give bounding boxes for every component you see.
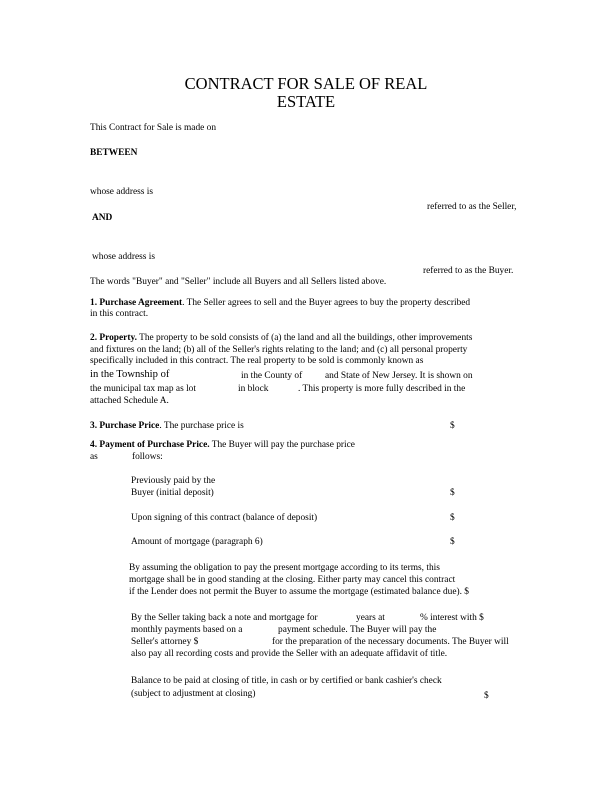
doc-title-line2: ESTATE [276,92,336,111]
section-3-text: . The purchase price is [159,421,244,431]
section-1-line-2: in this contract. [90,309,149,319]
referred-seller-text: referred to as the Seller, [427,202,517,212]
seller-mortgage-line-3b: for the preparation of the necessary documents. The Buyer will [272,637,509,647]
intro-text: This Contract for Sale is made on [90,123,217,133]
seller-mortgage-line-2a: monthly payments based on a [131,625,243,635]
and-label: AND [92,213,113,223]
section-1-heading: 1. Purchase Agreement [90,298,183,308]
assume-mortgage-line-2: mortgage shall be in good standing at the closing. Either party may cancel this contract [129,575,456,585]
purchase-price-dollar: $ [450,421,455,431]
balance-dollar: $ [484,691,489,701]
section-2-line-2: and fixtures on the land; (b) all of the Seller's rights relating to the land; and (c) all personal property [90,345,468,355]
block-label: in block [238,384,269,394]
buyers-sellers-definition: The words "Buyer" and "Seller" include all Buyers and all Sellers listed above. [90,277,387,287]
seller-mortgage-line-4: also pay all recording costs and provide the Seller with an adequate affidavit of title. [131,649,448,659]
section-2-heading: 2. Property. [90,333,137,343]
balance-line-1: Balance to be paid at closing of title, in cash or by certified or bank cashier's check [131,676,442,686]
seller-address-label: whose address is [90,187,154,197]
township-label: in the Township of [90,369,170,380]
section-4-as: as [90,452,98,462]
doc-title-line1: CONTRACT FOR SALE OF REAL [184,74,428,93]
balance-deposit-dollar: $ [450,513,455,523]
assume-mortgage-line-3: if the Lender does not permit the Buyer to assume the mortgage (estimated balance due). $ [129,587,469,597]
schedule-text: . This property is more fully described in the [298,384,466,394]
seller-mortgage-line-2b: payment schedule. The Buyer will pay the [278,625,437,635]
balance-line-2: (subject to adjustment at closing) [131,689,256,699]
county-label: in the County of [241,371,303,381]
seller-mortgage-line-3a: Seller's attorney $ [131,637,199,647]
buyer-address-label: whose address is [92,252,156,262]
section-3-heading: 3. Purchase Price [90,421,160,431]
seller-mortgage-years: years at [356,613,385,623]
mortgage-amount-text: Amount of mortgage (paragraph 6) [131,537,263,547]
previous-payment-line-1: Previously paid by the [131,476,216,486]
seller-mortgage-line-1a: By the Seller taking back a note and mortgage for [131,613,318,623]
referred-buyer-text: referred to as the Buyer. [423,266,514,276]
section-1-text: . The Seller agrees to sell and the Buyer agrees to buy the property described [182,298,471,308]
previous-payment-line-2: Buyer (initial deposit) [131,488,214,498]
section-2-text: The property to be sold consists of (a) the land and all the buildings, other improvements [136,333,473,343]
section-2-line-3: specifically included in this contract. The real property to be sold is commonly known as [90,356,424,366]
between-label: BETWEEN [90,148,138,158]
seller-mortgage-interest: % interest with $ [420,613,484,623]
signing-payment-text: Upon signing of this contract (balance of deposit) [131,513,318,523]
tax-map-lot-label: the municipal tax map as lot [90,384,196,394]
state-text: and State of New Jersey. It is shown on [325,371,473,381]
section-4-follows: follows: [132,452,163,462]
section-2-line-1 [90,332,472,344]
section-4-line-1 [90,439,355,451]
section-2-line-6: attached Schedule A. [90,396,169,406]
initial-deposit-dollar: $ [450,488,455,498]
section-3-line [90,420,244,432]
assume-mortgage-line-1: By assuming the obligation to pay the present mortgage according to its terms, this [129,563,440,573]
section-4-text: The Buyer will pay the purchase price [209,440,355,450]
section-4-heading: 4. Payment of Purchase Price. [90,440,210,450]
mortgage-amount-dollar: $ [450,537,455,547]
